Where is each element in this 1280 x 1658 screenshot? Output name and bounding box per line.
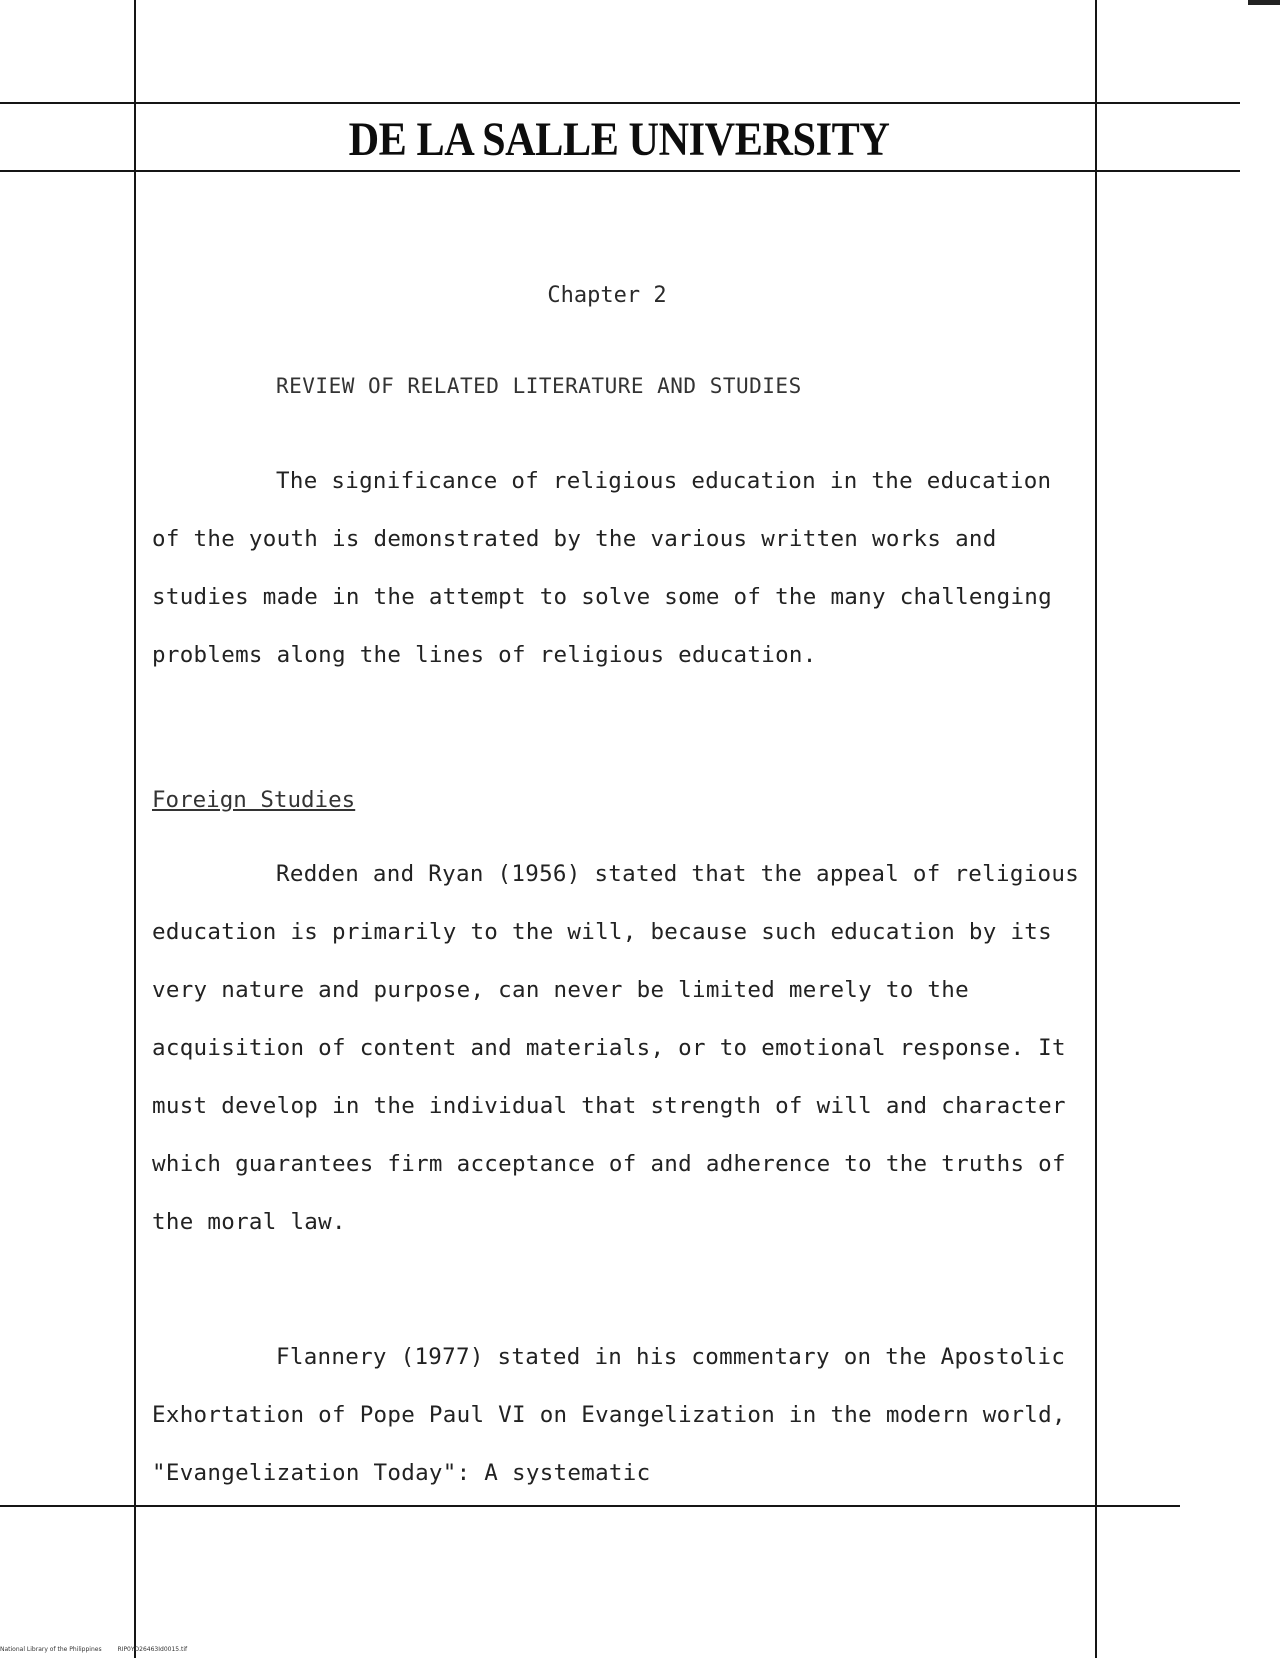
header-top-rule — [0, 102, 1240, 104]
footer-file-id: RIP0YD26463Id0015.tif — [117, 1646, 188, 1653]
subheading-foreign-studies: Foreign Studies — [152, 787, 356, 813]
paragraph-redden-ryan: Redden and Ryan (1956) stated that the appeal of religious education is primarily to the will, because such education by its very nature and purpose, can never be limited merely to the acquisition of content and materials, or to emotional response. It must develop in the individual that strength of will and character which guarantees firm acceptance of and adherence to the truths of the moral law. — [152, 861, 1080, 1235]
frame-left-rule — [134, 0, 136, 1658]
footer-source: National Library of the Philippines — [0, 1646, 102, 1653]
chapter-title: Chapter 2 — [547, 283, 667, 308]
footer-rule — [0, 1505, 1180, 1507]
intro-paragraph: The significance of religious education in the education of the youth is demonstrated by the various written works and studies made in the attempt to solve some of the many challenging problems along the lines of religious education. — [152, 468, 1052, 668]
scan-footer — [0, 1646, 187, 1653]
scan-corner-mark — [1248, 0, 1280, 5]
section-title: REVIEW OF RELATED LITERATURE AND STUDIES — [276, 374, 802, 398]
header-bottom-rule — [0, 170, 1240, 172]
university-header: DE LA SALLE UNIVERSITY — [348, 113, 890, 166]
paragraph-flannery: Flannery (1977) stated in his commentary on the Apostolic Exhortation of Pope Paul VI on Evangelization in the modern world, "Evangelization Today": A systematic — [152, 1344, 1066, 1486]
frame-right-rule — [1095, 0, 1097, 1658]
